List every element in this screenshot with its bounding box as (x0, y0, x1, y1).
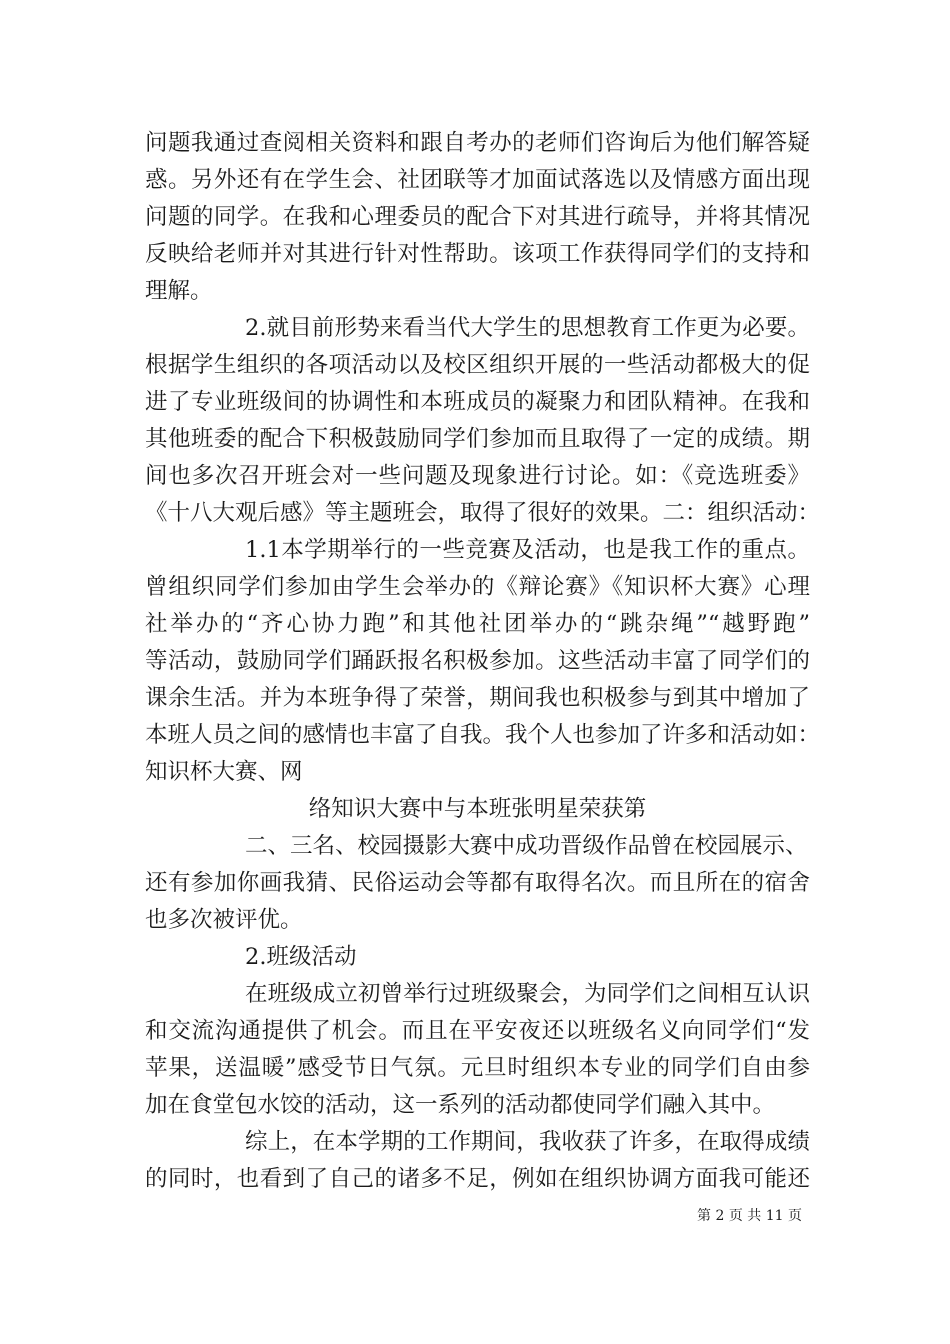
body-line: 知识杯大赛、网 (145, 759, 303, 785)
body-line: 在班级成立初曾举行过班级聚会，为同学们之间相互认识 (245, 981, 810, 1007)
body-line: 本班人员之间的感情也丰富了自我。我个人也参加了许多和活动如： (145, 722, 821, 748)
body-line: 根据学生组织的各项活动以及校区组织开展的一些活动都极大的促 (145, 352, 810, 378)
body-line: 间也多次召开班会对一些问题及现象进行讨论。如：《竞选班委》 (145, 463, 810, 489)
body-line: 惑。另外还有在学生会、社团联等才加面试落选以及情感方面出现 (145, 167, 810, 193)
body-line: 问题的同学。在我和心理委员的配合下对其进行疏导，并将其情况 (145, 204, 810, 230)
body-line: 2.就目前形势来看当代大学生的思想教育工作更为必要。 (245, 315, 810, 341)
body-line: 曾组织同学们参加由学生会举办的《辩论赛》《知识杯大赛》心理 (145, 574, 810, 600)
body-line: 《十八大观后感》等主题班会，取得了很好的效果。二：组织活动： (145, 500, 821, 526)
body-line: 综上，在本学期的工作期间，我收获了许多，在取得成绩 (245, 1129, 810, 1155)
body-line: 课余生活。并为本班争得了荣誉，期间我也积极参与到其中增加了 (145, 685, 810, 711)
body-line: 进了专业班级间的协调性和本班成员的凝聚力和团队精神。在我和 (145, 389, 810, 415)
page-number-footer: 第 2 页 共 11 页 (697, 1208, 802, 1224)
body-line: 二、三名、校园摄影大赛中成功晋级作品曾在校园展示、 (245, 833, 808, 859)
body-line: 和交流沟通提供了机会。而且在平安夜还以班级名义向同学们“发 (145, 1018, 810, 1044)
body-line: 其他班委的配合下积极鼓励同学们参加而且取得了一定的成绩。期 (145, 426, 810, 452)
body-line: 络知识大赛中与本班张明星荣获第 (308, 796, 647, 822)
body-line: 反映给老师并对其进行针对性帮助。该项工作获得同学们的支持和 (145, 241, 810, 267)
body-line: 还有参加你画我猜、民俗运动会等都有取得名次。而且所在的宿舍 (145, 870, 810, 896)
body-line: 社举办的“齐心协力跑”和其他社团举办的“跳杂绳”“越野跑” (145, 611, 810, 637)
body-line: 苹果，送温暖”感受节日气氛。元旦时组织本专业的同学们自由参 (145, 1055, 810, 1081)
body-line: 的同时，也看到了自己的诸多不足，例如在组织协调方面我可能还 (145, 1166, 810, 1192)
body-line: 理解。 (145, 278, 213, 304)
body-line: 问题我通过查阅相关资料和跟自考办的老师们咨询后为他们解答疑 (145, 130, 810, 156)
body-line: 等活动，鼓励同学们踊跃报名积极参加。这些活动丰富了同学们的 (145, 648, 810, 674)
section-heading: 2.班级活动 (245, 944, 357, 970)
body-line: 1.1本学期举行的一些竞赛及活动，也是我工作的重点。 (245, 537, 810, 563)
body-line: 也多次被评优。 (145, 907, 303, 933)
body-line: 加在食堂包水饺的活动，这一系列的活动都使同学们融入其中。 (145, 1092, 776, 1118)
